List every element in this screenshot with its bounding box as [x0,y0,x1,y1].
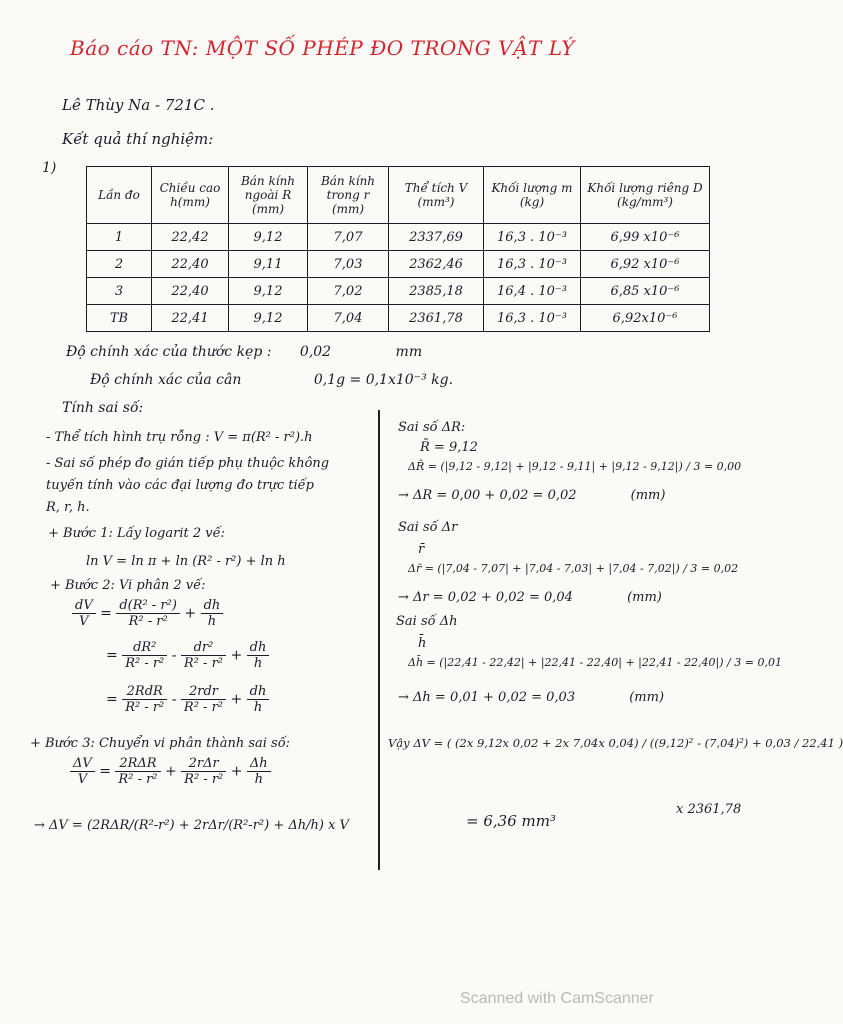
table-cell: 9,12 [229,305,308,332]
dR-calc: ΔR̄ = (|9,12 - 9,12| + |9,12 - 9,11| + |9,12 - 9,12|) / 3 = 0,00 [408,460,742,473]
final-formula: → ΔV = (2RΔR/(R²-r²) + 2rΔr/(R²-r²) + Δh/h) x V [34,818,349,833]
table-header: Khối lượng m (kg) [484,167,581,224]
table-cell: 7,02 [308,278,389,305]
table-cell: 6,99 x10⁻⁶ [581,224,710,251]
table-cell: 6,92 x10⁻⁶ [581,251,710,278]
left-line-1: - Thể tích hình trụ rỗng : V = π(R² - r²).h [46,430,313,445]
column-divider [378,410,380,870]
scanner-watermark: Scanned with CamScanner [460,990,654,1007]
caliper-unit: mm [395,344,423,360]
table-cell: 9,12 [229,278,308,305]
table-cell: 9,11 [229,251,308,278]
table-cell: 2337,69 [389,224,484,251]
table-cell: 22,40 [152,251,229,278]
dR-result: → ΔR = 0,00 + 0,02 = 0,02 (mm) [398,488,666,503]
step-2: + Bước 2: Vi phân 2 vế: [50,578,206,593]
left-line-2: - Sai số phép đo gián tiếp phụ thuộc không [46,456,330,471]
conclusion-formula: Vậy ΔV = ( (2x 9,12x 0,02 + 2x 7,04x 0,04) / ((9,12)² - (7,04)²) + 0,03 / 22,41 ) [388,736,843,750]
error-heading: Tính sai số: [62,400,144,416]
table-cell: 7,07 [308,224,389,251]
table-cell: 16,3 . 10⁻³ [484,305,581,332]
left-line-4: R, r, h. [46,500,90,515]
dh-heading: Sai số Δh [396,614,458,629]
dr-result: → Δr = 0,02 + 0,02 = 0,04 (mm) [398,590,662,605]
table-header: Bán kính trong r (mm) [308,167,389,224]
table-header: Bán kính ngoài R (mm) [229,167,308,224]
diff-eq-2: = $\frac{\text{dR²}}{\text{R² - r²}}$ - $\frac{\text{dr²}}{\text{R² - r²}}$ + $\frac{dh}{h}$ [106,640,269,671]
table-header-row [87,167,710,224]
table-header: Lần đo [87,167,152,224]
diff-eq-1: $\frac{dV}{V}$ = $\frac{\text{d(R² - r²)}}{\text{R² - r²}}$ + $\frac{dh}{h}$ [72,598,223,629]
table-cell: 1 [87,224,152,251]
dh-mean: h̄ [418,636,427,651]
dr-calc: Δr̄ = (|7,04 - 7,07| + |7,04 - 7,03| + |7,04 - 7,02|) / 3 = 0,02 [408,562,739,575]
dr-heading: Sai số Δr [398,520,458,535]
table-cell: 2 [87,251,152,278]
table-cell: 2362,46 [389,251,484,278]
dh-result: → Δh = 0,01 + 0,02 = 0,03 (mm) [398,690,665,705]
precision-caliper [66,344,422,360]
table-row [87,251,710,278]
table-cell: 2385,18 [389,278,484,305]
conclusion-result: = 6,36 mm³ [466,812,556,830]
table-cell: 22,42 [152,224,229,251]
table-cell: TB [87,305,152,332]
step-1: + Bước 1: Lấy logarit 2 vế: [48,526,225,541]
left-line-3: tuyến tính vào các đại lượng đo trực tiếp [46,478,314,493]
table-cell: 9,12 [229,224,308,251]
table-row [87,278,710,305]
table-header: Thể tích V (mm³) [389,167,484,224]
table-cell: 22,40 [152,278,229,305]
dR-mean: R̄ = 9,12 [420,440,478,455]
table-cell: 22,41 [152,305,229,332]
scale-value: 0,1g = 0,1x10⁻³ kg. [313,372,454,388]
scale-label: Độ chính xác của cân [90,372,242,388]
table-cell: 7,03 [308,251,389,278]
table-cell: 16,3 . 10⁻³ [484,251,581,278]
conclusion-multiplier: x 2361,78 [676,802,742,817]
results-table [86,166,710,332]
dh-calc: Δh̄ = (|22,41 - 22,42| + |22,41 - 22,40| + |22,41 - 22,40|) / 3 = 0,01 [408,656,782,669]
results-heading: Kết quả thí nghiệm: [62,130,214,148]
step-3: + Bước 3: Chuyển vi phân thành sai số: [30,736,291,751]
table-cell: 6,92x10⁻⁶ [581,305,710,332]
precision-scale [90,372,453,388]
table-row [87,305,710,332]
table-cell: 16,4 . 10⁻³ [484,278,581,305]
dR-heading: Sai số ΔR: [398,420,466,435]
report-title: Báo cáo TN: MỘT SỐ PHÉP ĐO TRONG VẬT LÝ [70,36,575,60]
table-marker: 1) [42,160,57,176]
step-1-equation: ln V = ln π + ln (R² - r²) + ln h [86,554,286,569]
table-cell: 6,85 x10⁻⁶ [581,278,710,305]
table-cell: 16,3 . 10⁻³ [484,224,581,251]
caliper-label: Độ chính xác của thước kẹp : [66,344,272,360]
author-line: Lê Thùy Na - 721C . [62,96,215,114]
dr-mean: r̄ [418,542,425,557]
table-row [87,224,710,251]
diff-eq-3: = $\frac{\text{2RdR}}{\text{R² - r²}}$ - $\frac{\text{2rdr}}{\text{R² - r²}}$ + $\frac{dh}{h}$ [106,684,269,715]
table-cell: 3 [87,278,152,305]
table-cell: 7,04 [308,305,389,332]
table-cell: 2361,78 [389,305,484,332]
table-header: Khối lượng riêng D (kg/mm³) [581,167,710,224]
table-header: Chiều cao h(mm) [152,167,229,224]
error-eq: $\frac{\Delta V}{V}$ = $\frac{\text{2RΔR}}{\text{R² - r²}}$ + $\frac{\text{2rΔr}}{\text{R² - r²}}$ + $\frac{\Delta h}{h}$ [70,756,271,787]
caliper-value: 0,02 [299,344,332,360]
